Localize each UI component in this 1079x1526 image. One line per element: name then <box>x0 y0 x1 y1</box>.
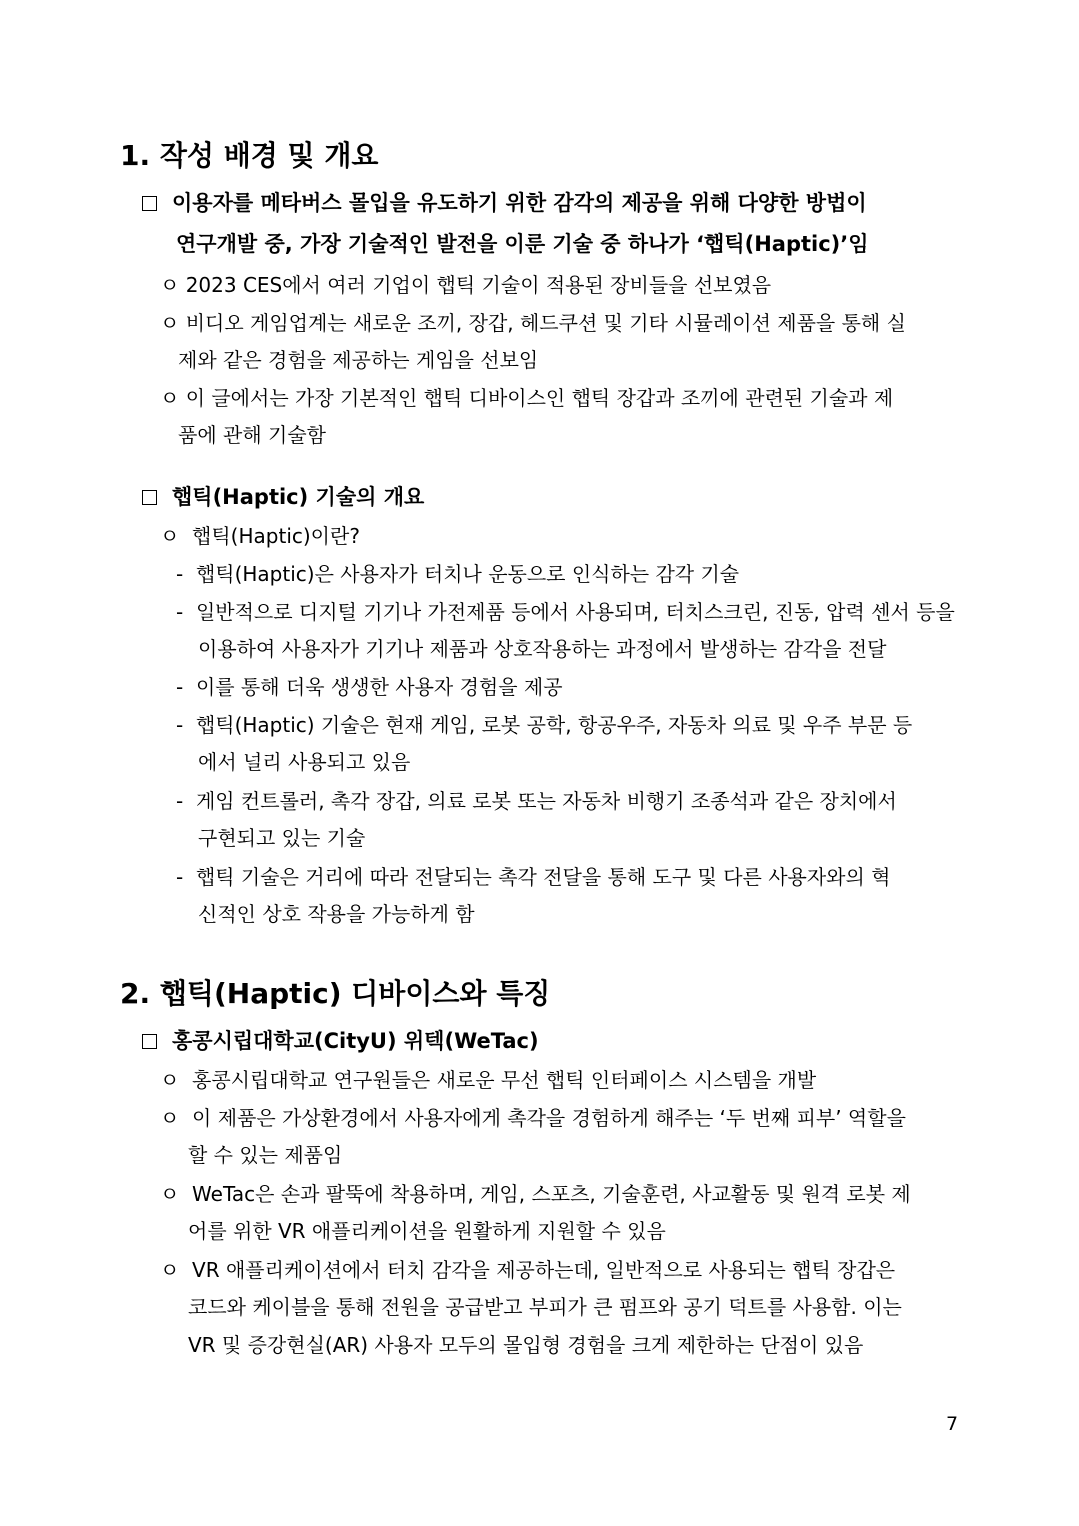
dash-item-2: - 일반적으로 디지털 기기나 가전제품 등에서 사용되며, 터치스크린, 진동, 압력 센서 등을 <box>176 600 955 624</box>
bullet-marker: ㅇ <box>160 273 180 297</box>
intro-line-2: 연구개발 중, 가장 기술적인 발전을 이룬 기술 중 하나가 ‘햅틱(Haptic)’임 <box>176 232 869 256</box>
intro-bullet-3-cont: 품에 관해 기술함 <box>178 423 326 447</box>
wetac-bullet-4: ㅇ VR 애플리케이션에서 터치 감각을 제공하는데, 일반적으로 사용되는 햅틱 장갑은 <box>160 1255 895 1285</box>
dash-item-4-cont: 에서 널리 사용되고 있음 <box>198 750 411 774</box>
intro-bullet-2-cont: 제와 같은 경험을 제공하는 게임을 선보임 <box>178 348 539 372</box>
bullet-marker: ㅇ <box>160 1258 180 1282</box>
wetac-bullet-2-cont: 할 수 있는 제품임 <box>188 1143 343 1167</box>
wetac-bullet-3: ㅇ WeTac은 손과 팔뚝에 착용하며, 게임, 스포츠, 기술훈련, 사교활동 및 원격 로봇 제 <box>160 1179 911 1209</box>
dash-item-2-cont: 이용하여 사용자가 기기나 제품과 상호작용하는 과정에서 발생하는 감각을 전달 <box>198 637 887 661</box>
intro-bullet-3: ㅇ 이 글에서는 가장 기본적인 햅틱 디바이스인 햅틱 장갑과 조끼에 관련된 기술과 제 <box>160 383 893 413</box>
dash-item-4: - 햅틱(Haptic) 기술은 현재 게임, 로봇 공학, 항공우주, 자동차 의료 및 우주 부문 등 <box>176 713 913 737</box>
wetac-bullet-4-cont-2: VR 및 증강현실(AR) 사용자 모두의 몰입형 경험을 크게 제한하는 단점이 있음 <box>188 1333 864 1357</box>
checkbox-square-icon <box>142 490 157 505</box>
wetac-title: 홍콩시립대학교(CityU) 위텍(WeTac) <box>142 1026 539 1056</box>
bullet-marker: ㅇ <box>160 1182 180 1206</box>
section-1-heading: 1. 작성 배경 및 개요 <box>120 139 379 172</box>
bullet-marker: ㅇ <box>160 1068 180 1092</box>
bullet-marker: ㅇ <box>160 524 180 548</box>
checkbox-square-icon <box>142 1034 157 1049</box>
bullet-marker: ㅇ <box>160 1106 180 1130</box>
wetac-bullet-4-cont-1: 코드와 케이블을 통해 전원을 공급받고 부피가 큰 펌프와 공기 덕트를 사용함. 이는 <box>188 1295 902 1319</box>
section-2-heading: 2. 햅틱(Haptic) 디바이스와 특징 <box>120 977 551 1010</box>
dash-item-6-cont: 신적인 상호 작용을 가능하게 함 <box>198 902 475 926</box>
bullet-marker: ㅇ <box>160 386 180 410</box>
checkbox-square-icon <box>142 196 157 211</box>
page-number: 7 <box>946 1413 959 1435</box>
dash-item-1: - 햅틱(Haptic)은 사용자가 터치나 운동으로 인식하는 감각 기술 <box>176 562 740 586</box>
wetac-bullet-2: ㅇ 이 제품은 가상환경에서 사용자에게 촉각을 경험하게 해주는 ‘두 번째 피부’ 역할을 <box>160 1103 906 1133</box>
dash-item-5: - 게임 컨트롤러, 촉각 장갑, 의료 로봇 또는 자동차 비행기 조종석과 같은 장치에서 <box>176 789 897 813</box>
wetac-bullet-3-cont: 어를 위한 VR 애플리케이션을 원활하게 지원할 수 있음 <box>188 1219 666 1243</box>
bullet-marker: ㅇ <box>160 311 180 335</box>
haptic-definition-bullet: ㅇ 햅틱(Haptic)이란? <box>160 521 360 551</box>
haptic-overview-title: 햅틱(Haptic) 기술의 개요 <box>142 482 424 512</box>
intro-bullet-1: ㅇ 2023 CES에서 여러 기업이 햅틱 기술이 적용된 장비들을 선보였음 <box>160 270 771 300</box>
intro-line-1: 이용자를 메타버스 몰입을 유도하기 위한 감각의 제공을 위해 다양한 방법이 <box>142 188 867 218</box>
dash-item-6: - 햅틱 기술은 거리에 따라 전달되는 촉각 전달을 통해 도구 및 다른 사용자와의 혁 <box>176 865 891 889</box>
dash-item-5-cont: 구현되고 있는 기술 <box>198 826 366 850</box>
wetac-bullet-1: ㅇ 홍콩시립대학교 연구원들은 새로운 무선 햅틱 인터페이스 시스템을 개발 <box>160 1065 816 1095</box>
intro-bullet-2: ㅇ 비디오 게임업계는 새로운 조끼, 장갑, 헤드쿠션 및 기타 시뮬레이션 제품을 통해 실 <box>160 308 906 338</box>
dash-item-3: - 이를 통해 더욱 생생한 사용자 경험을 제공 <box>176 675 563 699</box>
